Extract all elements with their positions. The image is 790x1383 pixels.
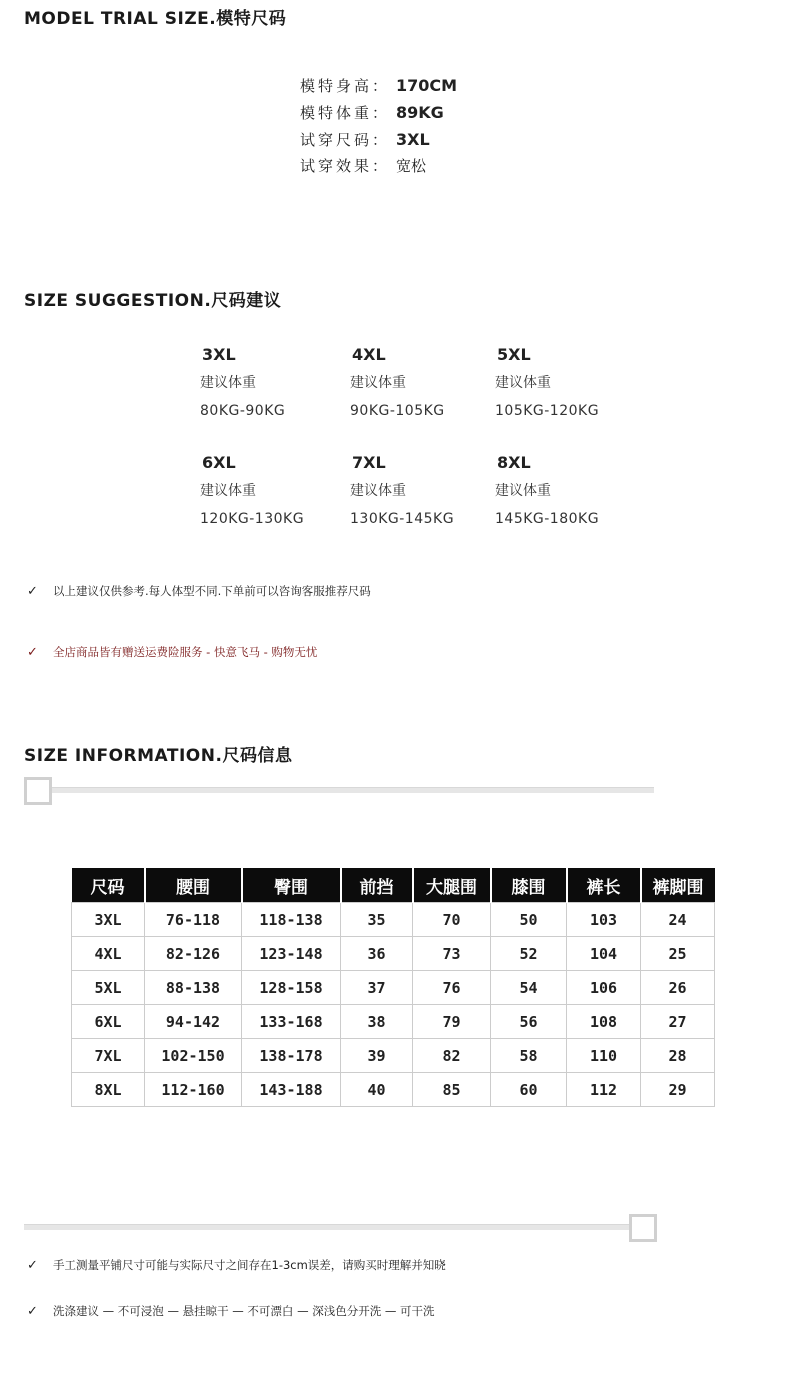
- table-cell: 104: [567, 937, 641, 971]
- suggestion-label: 建议体重: [200, 483, 256, 499]
- suggestion-range: 145KG-180KG: [495, 511, 600, 527]
- table-row: [72, 1005, 715, 1039]
- decorative-bar-bottom: [24, 1224, 634, 1230]
- table-cell: 76: [413, 971, 491, 1005]
- table-cell: 28: [641, 1039, 715, 1073]
- suggestion-item-5xl: [495, 341, 645, 425]
- table-cell: 6XL: [72, 1005, 145, 1039]
- table-cell: 52: [491, 937, 567, 971]
- suggestion-item-7xl: [350, 449, 500, 533]
- note-text: 洗涤建议 — 不可浸泡 — 悬挂晾干 — 不可漂白 — 深浅色分开洗 — 可干洗: [53, 1304, 435, 1318]
- table-header-row: [72, 868, 715, 903]
- table-cell: 37: [341, 971, 413, 1005]
- table-cell: 73: [413, 937, 491, 971]
- table-cell: 26: [641, 971, 715, 1005]
- suggestion-size: 4XL: [352, 345, 386, 364]
- note-text: 全店商品皆有赠送运费险服务 - 快意飞马 - 购物无忧: [53, 645, 318, 659]
- table-header-cell: 裤脚围: [641, 868, 715, 903]
- suggestion-section-title: SIZE SUGGESTION.尺码建议: [24, 291, 282, 311]
- table-cell: 8XL: [72, 1073, 145, 1107]
- table-cell: 29: [641, 1073, 715, 1107]
- washing-note: [27, 1303, 435, 1319]
- table-cell: 40: [341, 1073, 413, 1107]
- table-cell: 36: [341, 937, 413, 971]
- suggestion-item-6xl: [200, 449, 350, 533]
- model-section-title: MODEL TRIAL SIZE.模特尺码: [24, 9, 287, 29]
- table-cell: 112-160: [145, 1073, 242, 1107]
- model-trial-size-label: 试穿尺码：: [300, 131, 391, 149]
- suggestion-range: 130KG-145KG: [350, 511, 455, 527]
- table-cell: 39: [341, 1039, 413, 1073]
- suggestion-size: 6XL: [202, 453, 236, 472]
- table-row: [72, 1073, 715, 1107]
- suggestion-size: 5XL: [497, 345, 531, 364]
- table-row: [72, 903, 715, 937]
- model-height-label: 模特身高：: [300, 77, 391, 95]
- decorative-bar-top: [48, 787, 654, 793]
- table-cell: 82: [413, 1039, 491, 1073]
- size-table: [71, 868, 715, 1107]
- table-header-cell: 尺码: [72, 868, 145, 903]
- table-cell: 38: [341, 1005, 413, 1039]
- model-height-row: [300, 72, 457, 99]
- table-cell: 7XL: [72, 1039, 145, 1073]
- suggestion-size: 7XL: [352, 453, 386, 472]
- measurement-note: [27, 1257, 446, 1273]
- checkmark-icon: ✓: [27, 584, 38, 599]
- suggestion-size: 3XL: [202, 345, 236, 364]
- table-cell: 88-138: [145, 971, 242, 1005]
- model-fit-row: [300, 153, 457, 180]
- table-header-cell: 腰围: [145, 868, 242, 903]
- model-info-list: [300, 72, 457, 180]
- table-cell: 4XL: [72, 937, 145, 971]
- table-cell: 94-142: [145, 1005, 242, 1039]
- table-cell: 76-118: [145, 903, 242, 937]
- table-cell: 133-168: [242, 1005, 341, 1039]
- suggestion-range: 80KG-90KG: [200, 403, 286, 419]
- note-text: 手工测量平铺尺寸可能与实际尺寸之间存在1-3cm误差，请购买时理解并知晓: [53, 1258, 446, 1272]
- model-fit-value: 宽松: [396, 157, 427, 175]
- table-cell: 35: [341, 903, 413, 937]
- suggestion-label: 建议体重: [495, 375, 551, 391]
- table-cell: 3XL: [72, 903, 145, 937]
- suggestion-note-shipping: [27, 644, 317, 660]
- suggestion-item-3xl: [200, 341, 350, 425]
- model-weight-label: 模特体重：: [300, 104, 391, 122]
- table-header-cell: 前挡: [341, 868, 413, 903]
- table-cell: 56: [491, 1005, 567, 1039]
- checkmark-icon: ✓: [27, 1258, 38, 1273]
- suggestion-label: 建议体重: [200, 375, 256, 391]
- note-text: 以上建议仅供参考.每人体型不同.下单前可以咨询客服推荐尺码: [53, 584, 371, 598]
- suggestion-item-8xl: [495, 449, 645, 533]
- suggestion-label: 建议体重: [350, 483, 406, 499]
- model-weight-value: 89KG: [396, 103, 444, 122]
- checkmark-icon: ✓: [27, 1304, 38, 1319]
- table-cell: 50: [491, 903, 567, 937]
- table-cell: 112: [567, 1073, 641, 1107]
- table-cell: 85: [413, 1073, 491, 1107]
- suggestion-note-reference: [27, 583, 371, 599]
- model-weight-row: [300, 99, 457, 126]
- table-cell: 58: [491, 1039, 567, 1073]
- table-cell: 82-126: [145, 937, 242, 971]
- table-cell: 110: [567, 1039, 641, 1073]
- suggestion-range: 90KG-105KG: [350, 403, 445, 419]
- suggestion-range: 120KG-130KG: [200, 511, 305, 527]
- table-row: [72, 1039, 715, 1073]
- table-row: [72, 937, 715, 971]
- table-header-cell: 臀围: [242, 868, 341, 903]
- table-cell: 128-158: [242, 971, 341, 1005]
- table-cell: 106: [567, 971, 641, 1005]
- table-header-cell: 膝围: [491, 868, 567, 903]
- table-cell: 108: [567, 1005, 641, 1039]
- model-trial-size-value: 3XL: [396, 130, 430, 149]
- model-trial-size-row: [300, 126, 457, 153]
- table-cell: 70: [413, 903, 491, 937]
- checkmark-icon: ✓: [27, 645, 38, 660]
- suggestion-label: 建议体重: [350, 375, 406, 391]
- suggestion-range: 105KG-120KG: [495, 403, 600, 419]
- suggestion-size: 8XL: [497, 453, 531, 472]
- table-cell: 102-150: [145, 1039, 242, 1073]
- decorative-square-icon: [629, 1214, 657, 1242]
- table-cell: 79: [413, 1005, 491, 1039]
- table-cell: 54: [491, 971, 567, 1005]
- table-header-cell: 大腿围: [413, 868, 491, 903]
- table-cell: 60: [491, 1073, 567, 1107]
- table-cell: 25: [641, 937, 715, 971]
- table-row: [72, 971, 715, 1005]
- table-cell: 118-138: [242, 903, 341, 937]
- information-section-title: SIZE INFORMATION.尺码信息: [24, 746, 293, 766]
- table-cell: 24: [641, 903, 715, 937]
- decorative-square-icon: [24, 777, 52, 805]
- suggestion-item-4xl: [350, 341, 500, 425]
- table-cell: 5XL: [72, 971, 145, 1005]
- table-cell: 103: [567, 903, 641, 937]
- table-cell: 123-148: [242, 937, 341, 971]
- table-cell: 138-178: [242, 1039, 341, 1073]
- model-fit-label: 试穿效果：: [300, 157, 391, 175]
- table-header-cell: 裤长: [567, 868, 641, 903]
- suggestion-label: 建议体重: [495, 483, 551, 499]
- table-cell: 27: [641, 1005, 715, 1039]
- model-height-value: 170CM: [396, 76, 458, 95]
- table-cell: 143-188: [242, 1073, 341, 1107]
